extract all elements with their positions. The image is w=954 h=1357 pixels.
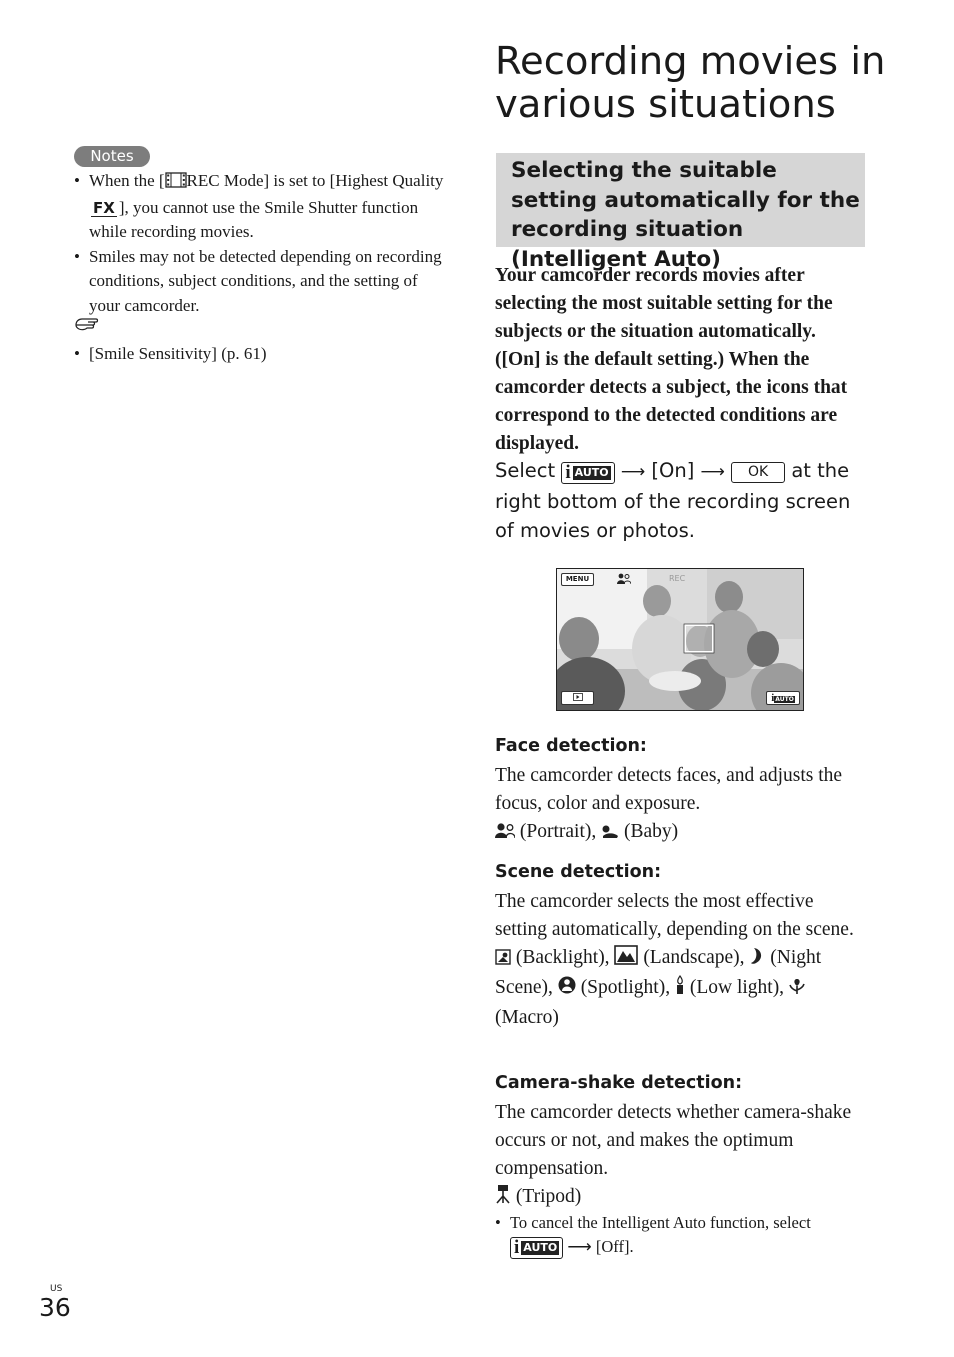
reference-list (74, 342, 444, 366)
portrait-icon (495, 820, 515, 848)
scene-detection-heading: Scene detection: (495, 862, 662, 882)
ok-button-icon: OK (731, 462, 785, 483)
intelligent-auto-button-icon: i AUTO (561, 462, 614, 484)
notes-list (74, 169, 444, 318)
rec-indicator: REC (669, 574, 686, 583)
film-rec-mode-icon (165, 171, 187, 196)
face-detection-heading: Face detection: (495, 736, 647, 756)
reference-link[interactable]: • [Smile Sensitivity] (p. 61) (74, 342, 444, 366)
note-item: • When the [ REC Mode] is set to [Highest QualityFX ], you cannot use the Smile Shutter function while recording movies. (74, 169, 444, 245)
footnote (495, 1211, 865, 1259)
instruction-text: Select i AUTO ⟶ [On] ⟶ OK at the right bottom of the recording screen of movies or photos. (495, 459, 851, 542)
screen-menu-button: MENU (561, 573, 594, 586)
scene-detection-text: The camcorder selects the most effective setting automatically, depending on the scene. (Backlight), (Landscape), (Night Scene), (Spotlight), (Low light), (Macro) (495, 891, 854, 1028)
portrait-detection-icon (617, 572, 631, 590)
intro-text: Your camcorder records movies after selecting the most suitable setting for the subjects or the situation automatically. ([On] is the default setting.) When the camcorder detects a subject, the icons that correspond to the detected conditions are displayed. (495, 265, 848, 454)
arrow-right-icon: ⟶ (700, 462, 725, 482)
tripod-icon (495, 1184, 511, 1213)
family-photo (557, 569, 803, 710)
face-detection-text: The camcorder detects faces, and adjusts the focus, color and exposure. (Portrait), (Baby) (495, 762, 865, 848)
screen-iauto-button: iAUTO (766, 691, 800, 705)
fx-quality-icon: FX (93, 198, 115, 217)
landscape-icon (614, 945, 638, 974)
spotlight-icon (558, 975, 576, 1004)
note-item: • Smiles may not be detected depending on recording conditions, subject conditions, and the setting of your camcorder. (74, 245, 444, 319)
section-title: Selecting the suitable setting automatically for the recording situation (Intelligent Auto) (511, 158, 860, 272)
arrow-right-icon: ⟶ (567, 1237, 592, 1256)
notes-badge: Notes (74, 146, 150, 167)
low-light-icon (675, 975, 685, 1004)
baby-icon (601, 820, 619, 848)
recording-screen-illustration (556, 568, 804, 711)
camera-shake-heading: Camera-shake detection: (495, 1073, 743, 1093)
arrow-right-icon: ⟶ (620, 462, 646, 482)
screen-playback-button (561, 691, 594, 705)
page-region-label: US (50, 1284, 63, 1294)
backlight-icon (495, 946, 511, 974)
reference-hand-icon (74, 316, 100, 337)
intelligent-auto-button-icon: i AUTO (510, 1237, 563, 1259)
page-title: Recording movies in various situations (495, 39, 886, 127)
page-number: 36 (39, 1293, 71, 1322)
cancel-note: • To cancel the Intelligent Auto function, select i AUTO ⟶ [Off]. (495, 1211, 865, 1259)
camera-shake-text: The camcorder detects whether camera-shake occurs or not, and makes the optimum compensation. (Tripod) (495, 1099, 865, 1213)
night-scene-icon (749, 946, 765, 974)
macro-icon (789, 976, 805, 1004)
